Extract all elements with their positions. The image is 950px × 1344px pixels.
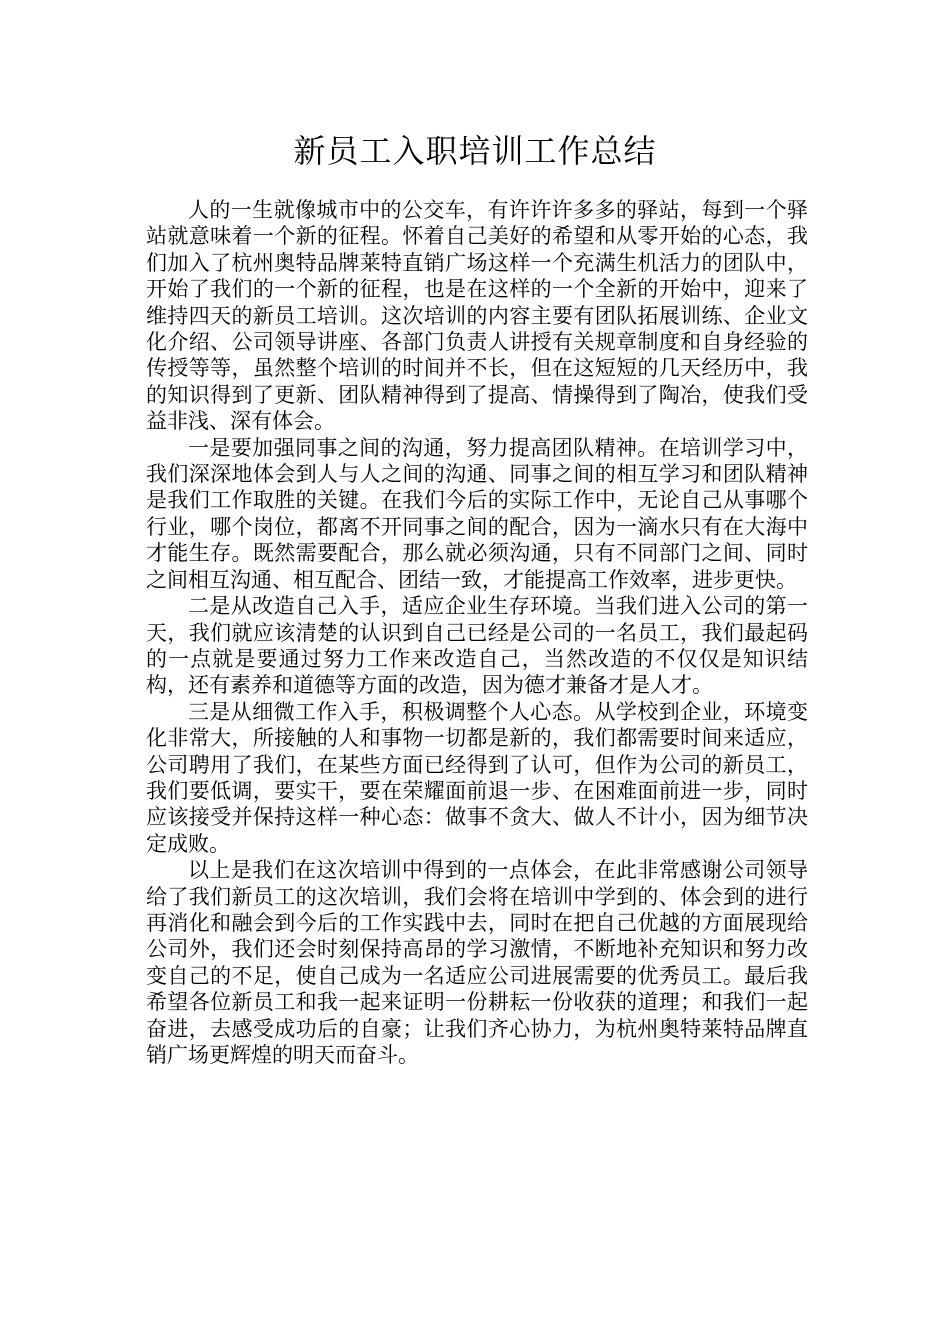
paragraph-conclusion: 以上是我们在这次培训中得到的一点体会，在此非常感谢公司领导给了我们新员工的这次培训，我们会将在培训中学到的、体会到的进行再消化和融会到今后的工作实践中去，同时在把自己优越的方面展现给公司外，我们还会时刻保持高昂的学习激情，不断地补充知识和努力改变自己的不足，使自己成为一名适应公司进展需要的优秀员工。最后我希望各位新员工和我一起来证明一份耕耘一份收获的道理；和我们一起奋进，去感受成功后的自豪；让我们齐心协力，为杭州奥特莱特品牌直销广场更辉煌的明天而奋斗。 [146,858,808,1067]
paragraph-communication: 一是要加强同事之间的沟通，努力提高团队精神。在培训学习中，我们深深地体会到人与人之间的沟通、同事之间的相互学习和团队精神是我们工作取胜的关键。在我们今后的实际工作中，无论自己从事哪个行业，哪个岗位，都离不开同事之间的配合，因为一滴水只有在大海中才能生存。既然需要配合，那么就必须沟通，只有不同部门之间、同时之间相互沟通、相互配合、团结一致，才能提高工作效率，进步更快。 [146,435,808,592]
paragraph-self-improvement: 二是从改造自己入手，适应企业生存环境。当我们进入公司的第一天，我们就应该清楚的认识到自己已经是公司的一名员工，我们最起码的一点就是要通过努力工作来改造自己，当然改造的不仅仅是知识结构，还有素养和道德等方面的改造，因为德才兼备才是人才。 [146,594,808,698]
document-body [146,197,808,1068]
paragraph-mindset: 三是从细微工作入手，积极调整个人心态。从学校到企业，环境变化非常大，所接触的人和事物一切都是新的，我们都需要时间来适应，公司聘用了我们，在某些方面已经得到了认可，但作为公司的新员工，我们要低调，要实干，要在荣耀面前退一步、在困难面前进一步，同时应该接受并保持这样一种心态：做事不贪大、做人不计小，因为细节决定成败。 [146,699,808,856]
paragraph-intro: 人的一生就像城市中的公交车，有许许许多多的驿站，每到一个驿站就意味着一个新的征程。怀着自己美好的希望和从零开始的心态，我们加入了杭州奥特品牌莱特直销广场这样一个充满生机活力的团队中，开始了我们的一个新的征程，也是在这样的一个全新的开始中，迎来了维持四天的新员工培训。这次培训的内容主要有团队拓展训练、企业文化介绍、公司领导讲座、各部门负责人讲授有关规章制度和自身经验的传授等等，虽然整个培训的时间并不长，但在这短短的几天经历中，我的知识得到了更新、团队精神得到了提高、情操得到了陶冶，使我们受益非浅、深有体会。 [146,198,808,434]
document-title: 新员工入职培训工作总结 [293,132,657,170]
